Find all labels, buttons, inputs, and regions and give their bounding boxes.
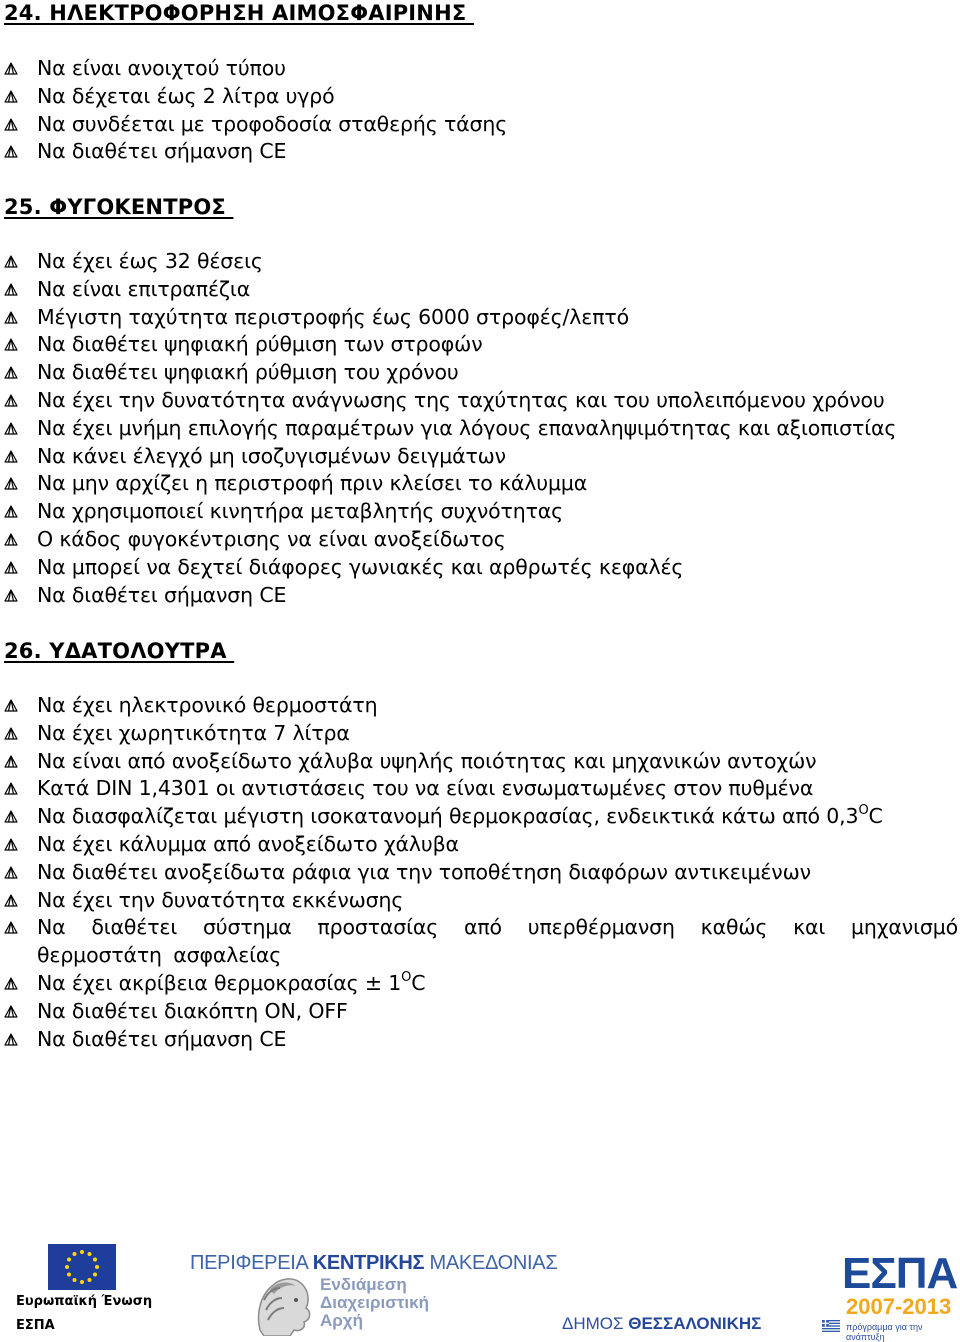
triangle-bullet-icon [4,477,18,491]
managing-line-2: Διαχειριστική [320,1293,430,1312]
eu-star [67,1273,71,1277]
municipality-text [562,1314,761,1334]
spec-item-text: Να διαθέτει σύστημα προστασίας από υπερθέρμανση καθώς και μηχανισμό θερμοστάτη ασφαλείας [37,915,958,968]
eu-star [88,1278,92,1282]
triangle-bullet-icon [4,866,18,880]
triangle-bullet-icon [4,422,18,436]
spec-item [4,914,958,970]
spec-item [4,415,958,443]
triangle-bullet-icon [4,810,18,824]
triangle-bullet-icon [4,977,18,991]
region-suffix: ΜΑΚΕΔΟΝΙΑΣ [424,1252,558,1274]
section-heading: 24. ΗΛΕΚΤΡΟΦΟΡΗΣΗ ΑΙΜΟΣΦΑΙΡΙΝΗΣ [4,1,474,25]
spec-item-text: Να διασφαλίζεται μέγιστη ισοκατανομή θερμοκρασίας, ενδεικτικά κάτω από 0,3 [37,804,859,829]
spec-item [4,998,958,1026]
spec-item [4,276,958,304]
municipality-bold: ΘΕΣΣΑΛΟΝΙΚΗΣ [628,1314,762,1333]
spec-item-text: Κατά DIN 1,4301 οι αντιστάσεις του να είναι ενσωματωμένες στον πυθμένα [37,776,814,801]
triangle-bullet-icon [4,533,18,547]
spec-item-text: Να έχει κάλυμμα από ανοξείδωτο χάλυβα [37,831,459,856]
triangle-bullet-icon [4,145,18,159]
region-prefix: ΠΕΡΙΦΕΡΕΙΑ [190,1252,313,1274]
spec-list [4,692,958,1053]
region-logo-text [190,1252,557,1275]
footer-logos [0,1238,960,1342]
spec-item-text: Να διαθέτει ψηφιακή ρύθμιση του χρόνου [37,360,459,385]
spec-item-text: Να είναι ανοιχτού τύπου [37,56,286,80]
triangle-bullet-icon [4,561,18,575]
managing-line-3: Αρχή [320,1311,363,1330]
region-bold: ΚΕΝΤΡΙΚΗΣ [312,1252,425,1274]
triangle-bullet-icon [4,366,18,380]
section-electrophoresis [4,0,958,164]
triangle-bullet-icon [4,1005,18,1019]
eu-star [73,1278,77,1282]
spec-item-text: Να έχει έως 32 θέσεις [37,249,263,273]
spec-item [4,748,958,776]
eu-star [93,1273,97,1277]
spec-item-text: Να συνδέεται με τροφοδοσία σταθερής τάσης [37,111,508,136]
spec-item [4,970,958,998]
triangle-bullet-icon [4,62,18,76]
spec-item-text: Να έχει την δυνατότητα ανάγνωσης της ταχύτητας και του υπολειπόμενου χρόνου [37,387,885,412]
spec-item [4,554,958,582]
eu-star [80,1280,84,1284]
spec-item [4,498,958,526]
spec-item [4,859,958,887]
section-heading: 25. ΦΥΓΟΚΕΝΤΡΟΣ [4,195,234,219]
spec-item [4,111,958,139]
municipality-prefix: ΔΗΜΟΣ [562,1314,629,1333]
spec-item [4,138,958,166]
eu-label: Ευρωπαϊκή Ένωση [16,1294,153,1309]
triangle-bullet-icon [4,283,18,297]
triangle-bullet-icon [4,311,18,325]
spec-item [4,443,958,471]
eu-star [73,1252,77,1256]
espa-tagline: πρόγραμμα για την ανάπτυξη [846,1322,923,1342]
eu-star [88,1252,92,1256]
spec-item-text: Να κάνει έλεγχό μη ισοζυγισμένων δειγμάτων [37,443,506,468]
eu-star [65,1265,69,1269]
spec-item-text: Να διαθέτει σήμανση CE [37,139,287,164]
spec-item-text: Να μπορεί να δεχτεί διάφορες γωνιακές και αρθρωτές κεφαλές [37,554,684,579]
spec-item-text: Να μην αρχίζει η περιστροφή πριν κλείσει το κάλυμμα [37,471,588,496]
managing-line-1: Ενδιάμεση [320,1275,407,1294]
triangle-bullet-icon [4,727,18,741]
spec-item [4,831,958,859]
spec-item-text: Να διαθέτει σήμανση CE [37,582,287,607]
degree-superscript: O [858,803,869,819]
spec-item [4,55,958,83]
greek-flag-icon [822,1320,840,1332]
spec-item [4,304,958,332]
spec-list [4,248,958,609]
degree-superscript: O [401,969,412,985]
spec-item-text: Να έχει χωρητικότητα 7 λίτρα [37,720,350,745]
spec-item [4,331,958,359]
spec-item-text: Να διαθέτει ανοξείδωτα ράφια για την τοποθέτηση διαφόρων αντικειμένων [37,859,811,884]
triangle-bullet-icon [4,450,18,464]
spec-item [4,887,958,915]
section-heading: 26. ΥΔΑΤΟΛΟΥΤΡΑ [4,639,235,663]
triangle-bullet-icon [4,894,18,908]
unit-suffix: C [868,804,883,829]
spec-item [4,1026,958,1054]
triangle-bullet-icon [4,838,18,852]
spec-item [4,359,958,387]
spec-item [4,720,958,748]
triangle-bullet-icon [4,505,18,519]
spec-item-text: Μέγιστη ταχύτητα περιστροφής έως 6000 στροφές/λεπτό [37,304,629,329]
spec-item-text: Να είναι επιτραπέζια [37,276,251,301]
spec-item-text: Να έχει ηλεκτρονικό θερμοστάτη [37,693,378,717]
triangle-bullet-icon [4,394,18,408]
spec-item-text: Ο κάδος φυγοκέντρισης να είναι ανοξείδωτος [37,526,506,551]
spec-item [4,387,958,415]
spec-item [4,692,958,720]
triangle-bullet-icon [4,118,18,132]
triangle-bullet-icon [4,755,18,769]
spec-item [4,775,958,803]
triangle-bullet-icon [4,338,18,352]
spec-item-text: Να δέχεται έως 2 λίτρα υγρό [37,83,335,108]
spec-item [4,470,958,498]
triangle-bullet-icon [4,921,18,935]
spec-item-text: Να έχει την δυνατότητα εκκένωσης [37,887,404,912]
spec-item-text: Να έχει ακρίβεια θερμοκρασίας ± 1 [37,970,402,995]
spec-item-text: Να διαθέτει σήμανση CE [37,1026,287,1051]
espa-logo-text: ΕΣΠΑ [842,1249,958,1298]
triangle-bullet-icon [4,90,18,104]
triangle-bullet-icon [4,255,18,269]
eu-star [93,1258,97,1262]
spec-item [4,248,958,276]
eu-star [67,1258,71,1262]
eu-star [80,1250,84,1254]
eu-star [95,1265,99,1269]
triangle-bullet-icon [4,699,18,713]
triangle-bullet-icon [4,782,18,796]
spec-list [4,55,958,166]
managing-authority-text [320,1276,429,1330]
spec-item-text: Να διαθέτει ψηφιακή ρύθμιση των στροφών [37,332,483,357]
unit-suffix: C [411,970,426,995]
section-centrifuge [4,194,958,607]
spec-item-text: Να έχει μνήμη επιλογής παραμέτρων για λόγους επαναληψιμότητας και αξιοπιστίας [37,415,897,440]
triangle-bullet-icon [4,589,18,603]
spec-item [4,803,958,831]
alexander-head-logo-icon [250,1270,316,1336]
spec-item-text: Να χρησιμοποιεί κινητήρα μεταβλητής συχνότητας [37,499,564,524]
spec-item-text: Να είναι από ανοξείδωτο χάλυβα υψηλής ποιότητας και μηχανικών αντοχών [37,748,817,773]
triangle-bullet-icon [4,1033,18,1047]
spec-item [4,83,958,111]
espa-years: 2007-2013 [846,1294,952,1319]
spec-item [4,526,958,554]
spec-item-text: Να διαθέτει διακόπτη ON, OFF [37,998,348,1023]
spec-item [4,582,958,610]
espa-small-label: ΕΣΠΑ [16,1318,55,1333]
eu-flag-icon [48,1244,116,1290]
